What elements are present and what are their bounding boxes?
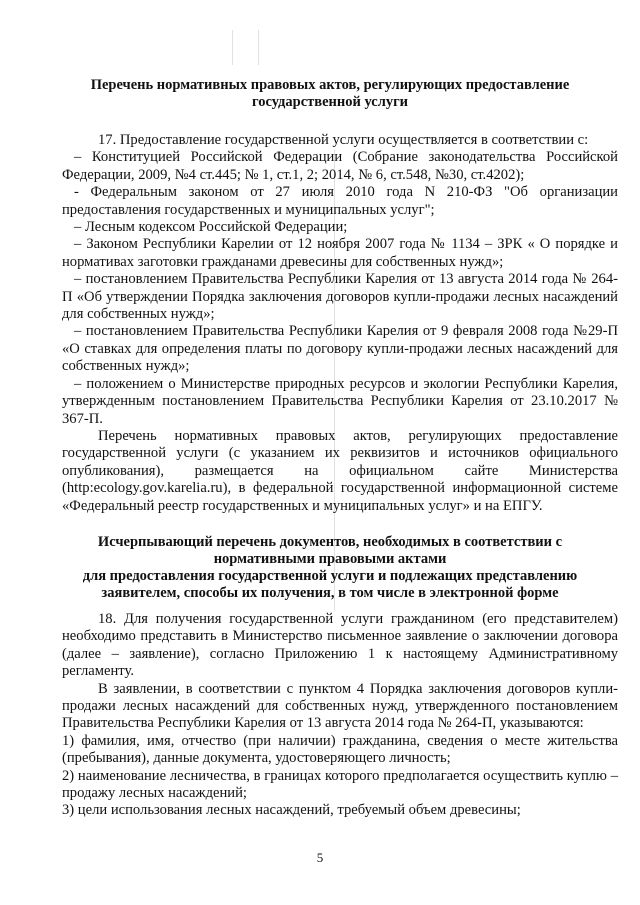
list-item-resolution-264p: – постановлением Правительства Республики Карелия от 13 августа 2014 года № 264-П «Об утверждении Порядка заключения договоров купли-продажи лесных насаждений для собственных нужд»; bbox=[62, 271, 618, 323]
heading-line-2: для предоставления государственной услуги и подлежащих представлению заявителем, способы их получения, в том числе в электронной форме bbox=[82, 568, 578, 601]
list-item-karelia-law: – Законом Республики Карелии от 12 ноября 2007 года № 1134 – ЗРК « О порядке и нормативах заготовки гражданами древесины для собственных нужд»; bbox=[62, 236, 618, 270]
list-item-forest-code: – Лесным кодексом Российской Федерации; bbox=[74, 219, 348, 236]
list-item-resolution-29p: – постановлением Правительства Республики Карелия от 9 февраля 2008 года №29-П «О ставках для определения платы по договору купли-продажи лесных насаждений для собственных нужд»; bbox=[62, 323, 618, 375]
paragraph-17: 17. Предоставление государственной услуги осуществляется в соответствии с: bbox=[98, 132, 589, 148]
section-heading-legal-acts: Перечень нормативных правовых актов, регулирующих предоставление государственной услуги bbox=[90, 77, 570, 110]
legal-acts-section bbox=[62, 132, 618, 515]
heading-line-1: Исчерпывающий перечень документов, необходимых в соответствии с нормативными правовыми актами bbox=[97, 534, 563, 567]
paragraph-publication: Перечень нормативных правовых актов, регулирующих предоставление государственной услуги (с указанием их реквизитов и источников официального опубликования), размещается на официальном сайте Министерства (http:ecology.gov.karelia.ru), в федеральной государственной информационной системе «Федеральный реестр государственных и муниципальных услуг» и на ЕПГУ. bbox=[62, 427, 618, 514]
page-number: 5 bbox=[316, 850, 324, 865]
scan-artifact bbox=[258, 30, 259, 65]
documents-section bbox=[62, 611, 618, 820]
list-item-3: 3) цели использования лесных насаждений, требуемый объем древесины; bbox=[62, 802, 521, 819]
list-item-constitution: – Конституцией Российской Федерации (Собрание законодательства Российской Федерации, 2009, №4 ст.445; № 1, ст.1, 2; 2014, № 6, ст.548, №30, ст.4202); bbox=[62, 149, 618, 183]
list-item-federal-law: - Федеральным законом от 27 июля 2010 года N 210-ФЗ "Об организации предоставления государственных и муниципальных услуг"; bbox=[62, 184, 618, 218]
paragraph-statement-contents: В заявлении, в соответствии с пунктом 4 Порядка заключения договоров купли-продажи лесных насаждений для собственных нужд, утвержденного постановлением Правительства Республики Карелия от 13 августа 2014 года № 264-П, указываются: bbox=[62, 680, 618, 732]
paragraph-18: 18. Для получения государственной услуги гражданином (его представителем) необходимо представить в Министерство письменное заявление о заключении договора (далее – заявление), согласно Приложению 1 к настоящему Административному регламенту. bbox=[62, 611, 618, 680]
section-heading-documents bbox=[60, 534, 600, 602]
list-item-1: 1) фамилия, имя, отчество (при наличии) гражданина, сведения о месте жительства (пребывания), данные документа, удостоверяющего личность; bbox=[62, 732, 618, 767]
scan-artifact bbox=[232, 30, 233, 65]
list-item-2: 2) наименование лесничества, в границах которого предполагается осуществить куплю – продажу лесных насаждений; bbox=[62, 767, 618, 802]
list-item-ministry-regulation: – положением о Министерстве природных ресурсов и экологии Республики Карелия, утвержденным постановлением Правительства Республики Карелия от 23.10.2017 № 367-П. bbox=[62, 375, 618, 427]
